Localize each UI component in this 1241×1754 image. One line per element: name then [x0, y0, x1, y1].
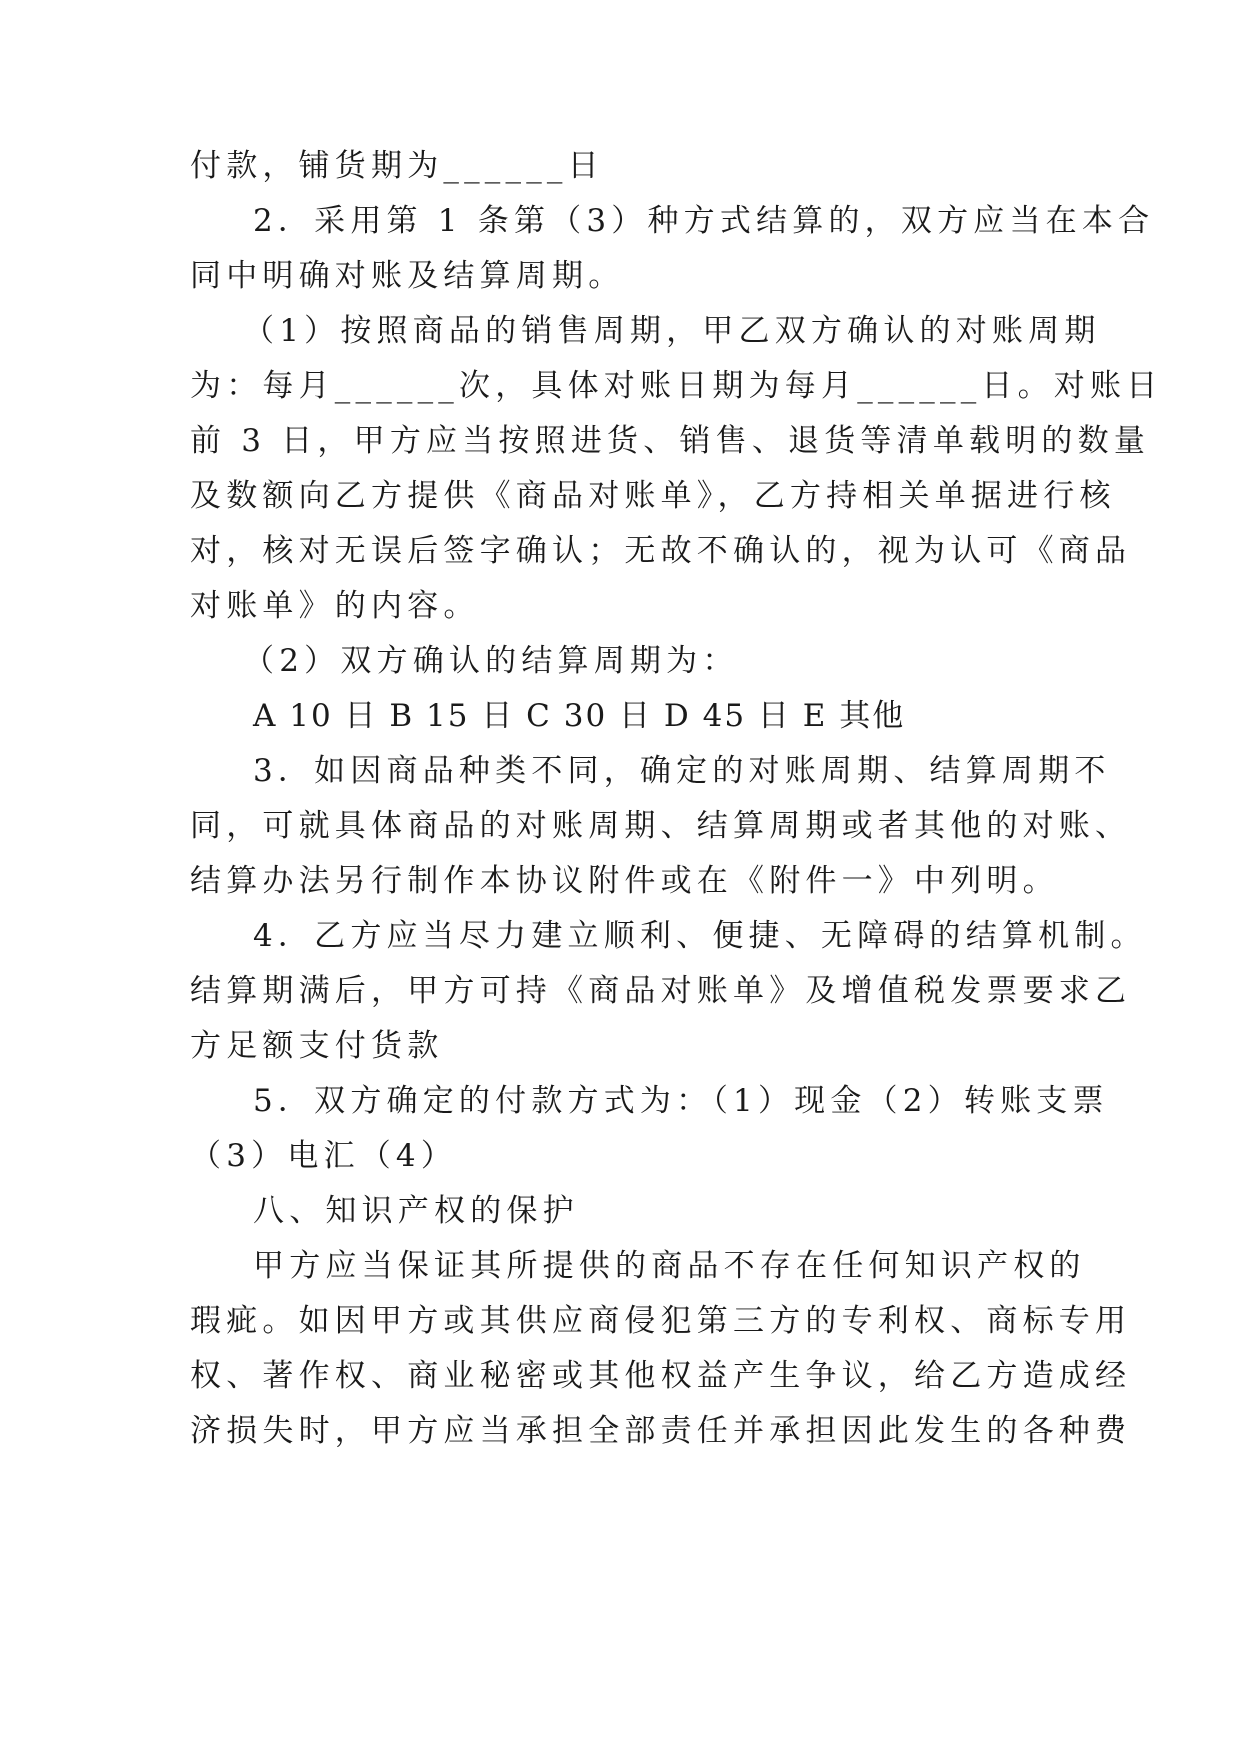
text-line: 及数额向乙方提供《商品对账单》，乙方持相关单据进行核 [190, 478, 1116, 514]
text-line: 前 3 日，甲方应当按照进货、销售、退货等清单载明的数量 [190, 423, 1151, 459]
text-line: （1）按照商品的销售周期，甲乙双方确认的对账周期 [243, 313, 1101, 349]
text-line: 4．乙方应当尽力建立顺利、便捷、无障碍的结算机制。 [253, 918, 1147, 954]
text-line: 为：每月______次，具体对账日期为每月______日。对账日 [190, 368, 1163, 404]
text-line: 同中明确对账及结算周期。 [190, 258, 625, 294]
text-line: 权、著作权、商业秘密或其他权益产生争议，给乙方造成经 [190, 1358, 1132, 1394]
text-line: 瑕疵。如因甲方或其供应商侵犯第三方的专利权、商标专用 [190, 1303, 1132, 1339]
text-line: 甲方应当保证其所提供的商品不存在任何知识产权的 [253, 1248, 1086, 1284]
text-line: 付款，铺货期为______日 [190, 148, 604, 184]
text-line: （2）双方确认的结算周期为： [243, 643, 739, 679]
text-line: 3．如因商品种类不同，确定的对账周期、结算周期不 [253, 753, 1111, 789]
text-line: 方足额支付货款 [190, 1028, 444, 1064]
text-line: 对，核对无误后签字确认；无故不确认的，视为认可《商品 [190, 533, 1132, 569]
text-line: A 10 日 B 15 日 C 30 日 D 45 日 E 其他 [253, 698, 906, 734]
text-line: （3）电汇（4） [190, 1138, 458, 1174]
text-line: 济损失时，甲方应当承担全部责任并承担因此发生的各种费 [190, 1413, 1132, 1449]
text-line: 5．双方确定的付款方式为：（1）现金（2）转账支票 [253, 1083, 1109, 1119]
text-line: 2．采用第 1 条第（3）种方式结算的，双方应当在本合 [253, 203, 1155, 239]
text-line: 结算期满后，甲方可持《商品对账单》及增值税发票要求乙 [190, 973, 1132, 1009]
text-line: 对账单》的内容。 [190, 588, 480, 624]
text-line: 结算办法另行制作本协议附件或在《附件一》中列明。 [190, 863, 1059, 899]
section-heading: 八、知识产权的保护 [253, 1193, 579, 1229]
text-line: 同，可就具体商品的对账周期、结算周期或者其他的对账、 [190, 808, 1132, 844]
